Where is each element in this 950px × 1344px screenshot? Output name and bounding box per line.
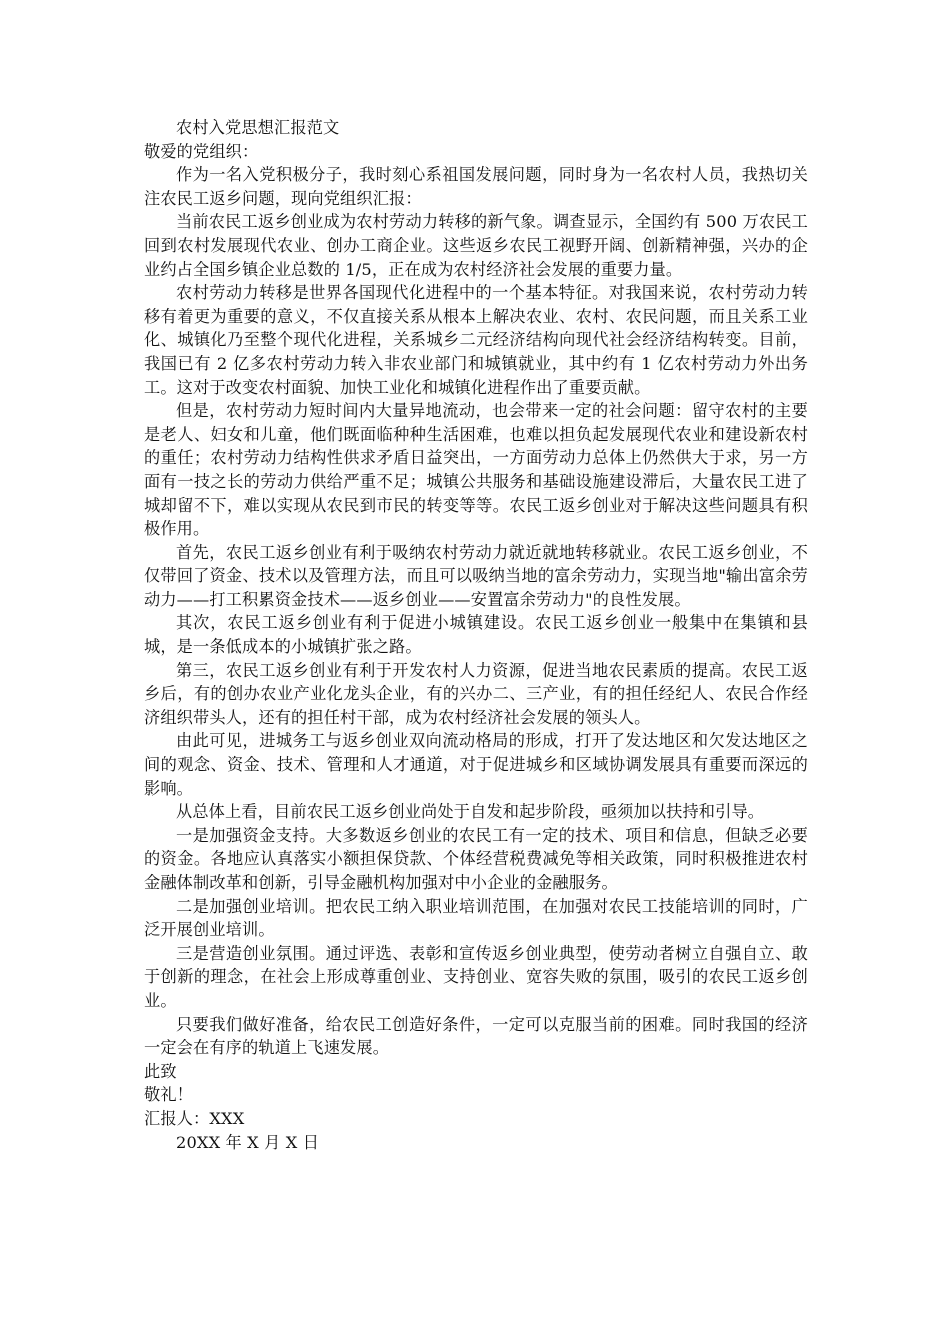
closing-salute-2: 敬礼！ [144,1085,194,1105]
report-date: 20XX 年 X 月 X 日 [176,1132,320,1152]
paragraph-first: 首先，农民工返乡创业有利于吸纳农村劳动力就近就地转移就业。农民工返乡创业，不仅带回了资金、技术以及管理方法，而且可以吸纳当地的富余劳动力，实现当地"输出富余劳动力——打工积累资金技术——返乡创业——安置富余劳动力"的良性发展。 [144,542,808,609]
closing-salute-1: 此致 [144,1061,177,1081]
paragraph-third: 第三，农民工返乡创业有利于开发农村人力资源，促进当地农民素质的提高。农民工返乡后，有的创办农业产业化龙头企业，有的兴办二、三产业，有的担任经纪人、农民合作经济组织带头人，还有的担任村干部，成为农村经济社会发展的领头人。 [144,660,808,727]
paragraph-closing: 只要我们做好准备，给农民工创造好条件，一定可以克服当前的困难。同时我国的经济一定会在有序的轨道上飞速发展。 [144,1014,808,1058]
document-body [144,116,808,1154]
reporter-signature: 汇报人：XXX [144,1108,245,1128]
paragraph-conclusion: 由此可见，进城务工与返乡创业双向流动格局的形成，打开了发达地区和欠发达地区之间的观念、资金、技术、管理和人才通道，对于促进城乡和区域协调发展具有重要而深远的影响。 [144,731,808,798]
paragraph-training: 二是加强创业培训。把农民工纳入职业培训范围，在加强对农民工技能培训的同时，广泛开展创业培训。 [144,896,808,940]
paragraph-funding: 一是加强资金支持。大多数返乡创业的农民工有一定的技术、项目和信息，但缺乏必要的资金。各地应认真落实小额担保贷款、个体经营税费减免等相关政策，同时积极推进农村金融体制改革和创新，引导金融机构加强对中小企业的金融服务。 [144,825,808,892]
paragraph-atmosphere: 三是营造创业氛围。通过评选、表彰和宣传返乡创业典型，使劳动者树立自强自立、敢于创新的理念，在社会上形成尊重创业、支持创业、宽容失败的氛围，吸引的农民工返乡创业。 [144,943,808,1010]
paragraph-overall: 从总体上看，目前农民工返乡创业尚处于自发和起步阶段，亟须加以扶持和引导。 [176,802,765,822]
paragraph-intro: 作为一名入党积极分子，我时刻心系祖国发展问题，同时身为一名农村人员，我热切关注农民工返乡问题，现向党组织汇报： [144,165,808,208]
paragraph-return-entrepreneurship: 当前农民工返乡创业成为农村劳动力转移的新气象。调查显示，全国约有 500 万农民工回到农村发展现代农业、创办工商企业。这些返乡农民工视野开阔、创新精神强，兴办的企业约占全国乡镇企业总数的 1/5，正在成为农村经济社会发展的重要力量。 [144,212,808,279]
paragraph-second: 其次，农民工返乡创业有利于促进小城镇建设。农民工返乡创业一般集中在集镇和县城，是一条低成本的小城镇扩张之路。 [144,613,808,657]
paragraph-labor-transfer: 农村劳动力转移是世界各国现代化进程中的一个基本特征。对我国来说，农村劳动力转移有着更为重要的意义，不仅直接关系从根本上解决农业、农村、农民问题，而且关系工业化、城镇化乃至整个现代化进程，关系城乡二元经济结构向现代社会经济结构转变。目前，我国已有 2 亿多农村劳动力转入非农业部门和城镇就业，其中约有 1 亿农村劳动力外出务工。这对于改变农村面貌、加快工业化和城镇化进程作出了重要贡献。 [144,283,808,397]
document-title: 农村入党思想汇报范文 [176,118,340,137]
salutation: 敬爱的党组织： [144,141,259,161]
paragraph-social-problems: 但是，农村劳动力短时间内大量异地流动，也会带来一定的社会问题：留守农村的主要是老人、妇女和儿童，他们既面临种种生活困难，也难以担负起发展现代农业和建设新农村的重任；农村劳动力结构性供求矛盾日益突出，一方面劳动力总体上仍然供大于求，另一方面有一技之长的劳动力供给严重不足；城镇公共服务和基础设施建设滞后，大量农民工进了城却留不下，难以实现从农民到市民的转变等等。农民工返乡创业对于解决这些问题具有积极作用。 [144,401,808,539]
